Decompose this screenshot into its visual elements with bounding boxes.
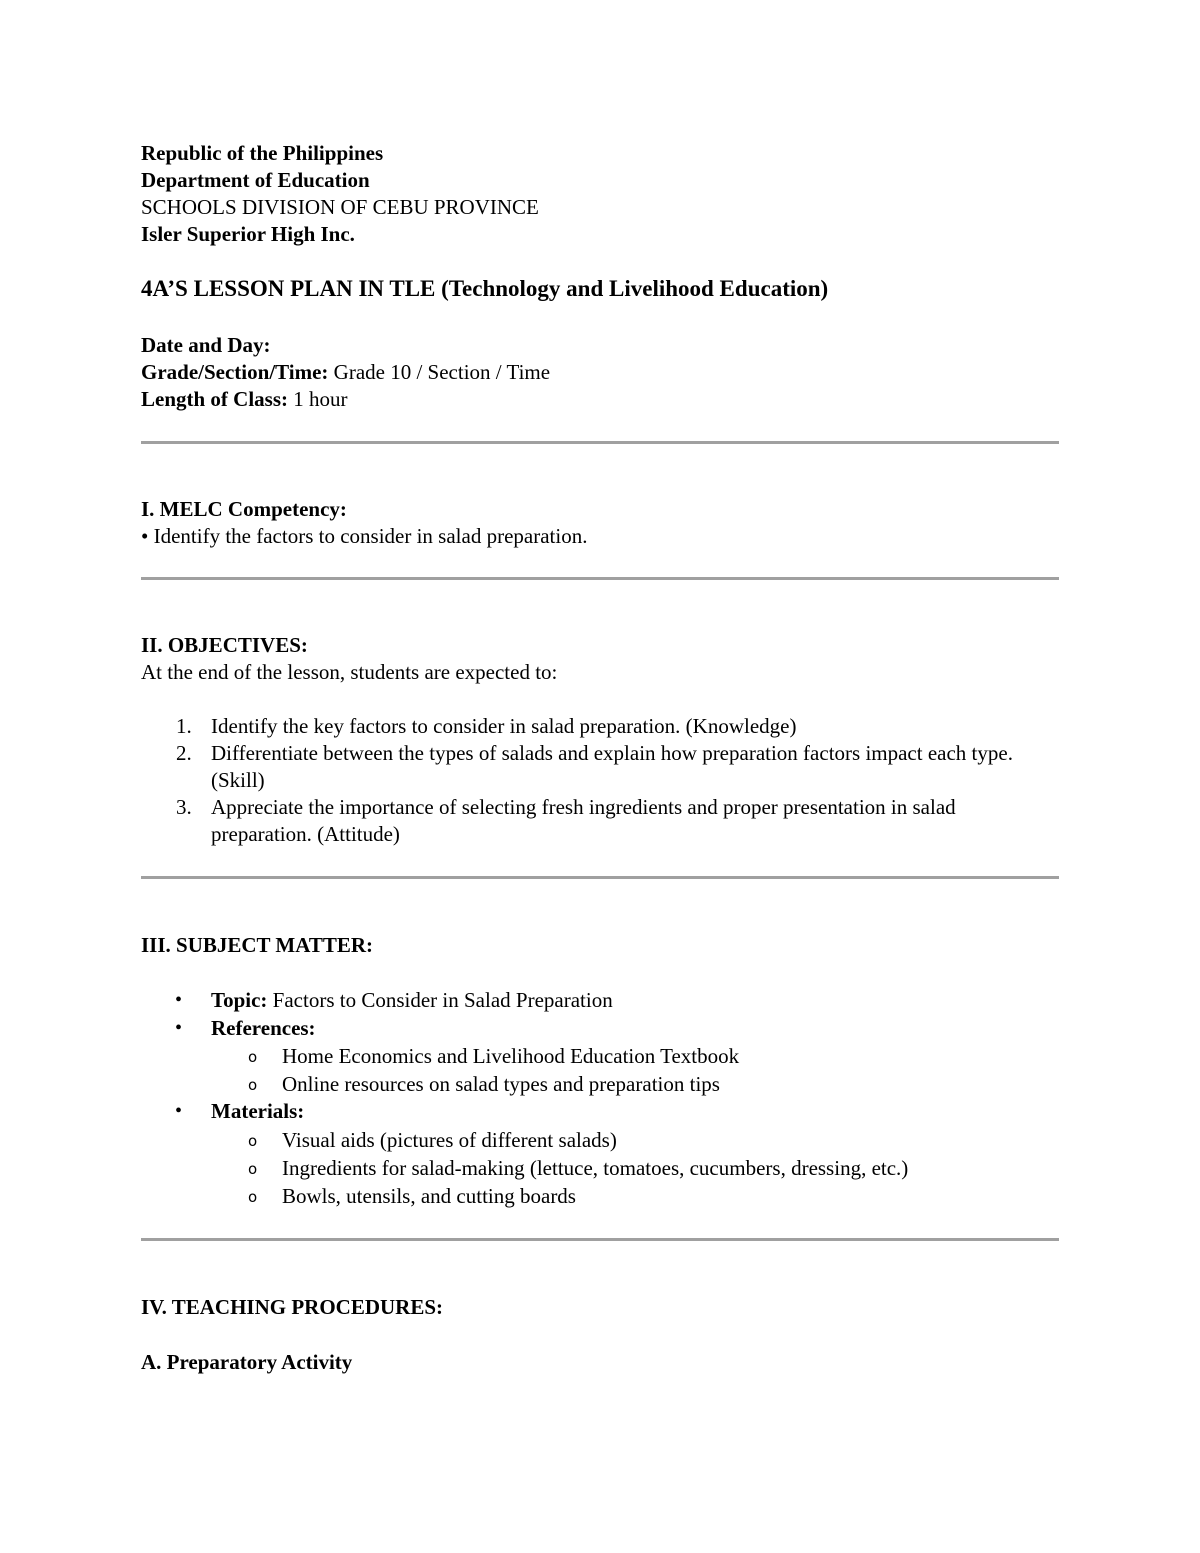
- reference-item: [211, 1042, 1059, 1070]
- document-title: 4A’S LESSON PLAN IN TLE (Technology and Livelihood Education): [141, 276, 829, 301]
- subject-matter-list: [141, 987, 1059, 1210]
- topic-label: Topic:: [211, 988, 268, 1012]
- reference-text: Home Economics and Livelihood Education Textbook: [282, 1044, 740, 1068]
- length-value: 1 hour: [288, 387, 348, 411]
- circle-bullet-icon: o: [248, 1076, 258, 1094]
- divider: [141, 1238, 1059, 1241]
- class-info: [141, 332, 1059, 413]
- objective-item: [141, 794, 1059, 848]
- procedures-section: [141, 1294, 1059, 1376]
- objective-text: Appreciate the importance of selecting fresh ingredients and proper presentation in salad preparation. (Attitude): [211, 795, 956, 846]
- objective-item: [141, 713, 1059, 740]
- reference-text: Online resources on salad types and preparation tips: [282, 1072, 720, 1096]
- school-header: [141, 140, 1059, 248]
- date-row: [141, 332, 1059, 359]
- subject-matter-title: III. SUBJECT MATTER:: [141, 933, 374, 957]
- length-row: [141, 386, 1059, 413]
- header-republic: Republic of the Philippines: [141, 141, 384, 165]
- objective-number: 2.: [176, 741, 192, 765]
- bullet-icon: •: [175, 1016, 183, 1039]
- references-list: [211, 1042, 1059, 1098]
- materials-item: [141, 1098, 1059, 1210]
- materials-list: [211, 1126, 1059, 1210]
- objective-text: Differentiate between the types of salads and explain how preparation factors impact each type. (Skill): [211, 741, 1013, 792]
- circle-bullet-icon: o: [248, 1159, 258, 1178]
- objective-item: [141, 740, 1059, 794]
- procedures-title: IV. TEACHING PROCEDURES:: [141, 1294, 444, 1319]
- divider: [141, 876, 1059, 879]
- subject-matter-section: [141, 932, 1059, 1210]
- circle-bullet-icon: o: [248, 1131, 258, 1150]
- header-division: SCHOOLS DIVISION OF CEBU PROVINCE: [141, 195, 539, 219]
- divider: [141, 441, 1059, 444]
- melc-section: [141, 496, 1059, 550]
- material-item: [211, 1154, 1059, 1182]
- material-text: Visual aids (pictures of different salads): [282, 1127, 617, 1152]
- header-school: Isler Superior High Inc.: [141, 222, 355, 246]
- melc-title: I. MELC Competency:: [141, 497, 347, 521]
- header-department: Department of Education: [141, 168, 370, 192]
- material-item: [211, 1126, 1059, 1154]
- circle-bullet-icon: o: [248, 1048, 258, 1066]
- topic-item: [141, 987, 1059, 1015]
- objective-number: 1.: [176, 714, 192, 738]
- grade-value: Grade 10 / Section / Time: [328, 360, 551, 384]
- bullet-icon: •: [175, 989, 183, 1011]
- reference-item: [211, 1070, 1059, 1098]
- preparatory-activity-title: A. Preparatory Activity: [141, 1349, 353, 1374]
- objective-text: Identify the key factors to consider in salad preparation. (Knowledge): [211, 714, 797, 738]
- references-item: [141, 1015, 1059, 1099]
- material-text: Ingredients for salad-making (lettuce, tomatoes, cucumbers, dressing, etc.): [282, 1155, 909, 1180]
- topic-value: Factors to Consider in Salad Preparation: [267, 988, 613, 1012]
- material-text: Bowls, utensils, and cutting boards: [282, 1183, 576, 1208]
- circle-bullet-icon: o: [248, 1187, 258, 1206]
- materials-label: Materials:: [211, 1099, 305, 1123]
- date-label: Date and Day:: [141, 333, 271, 357]
- divider: [141, 577, 1059, 580]
- bullet-icon: •: [175, 1100, 183, 1122]
- objectives-section: [141, 632, 1059, 848]
- grade-row: [141, 359, 1059, 386]
- melc-item: • Identify the factors to consider in salad preparation.: [141, 524, 588, 548]
- document-page: [141, 140, 1059, 1376]
- objectives-intro: At the end of the lesson, students are expected to:: [141, 660, 558, 684]
- grade-label: Grade/Section/Time:: [141, 360, 329, 384]
- material-item: [211, 1182, 1059, 1210]
- objectives-list: [141, 713, 1059, 848]
- objective-number: 3.: [176, 795, 192, 819]
- length-label: Length of Class:: [141, 387, 289, 411]
- objectives-title: II. OBJECTIVES:: [141, 633, 308, 657]
- references-label: References:: [211, 1015, 316, 1040]
